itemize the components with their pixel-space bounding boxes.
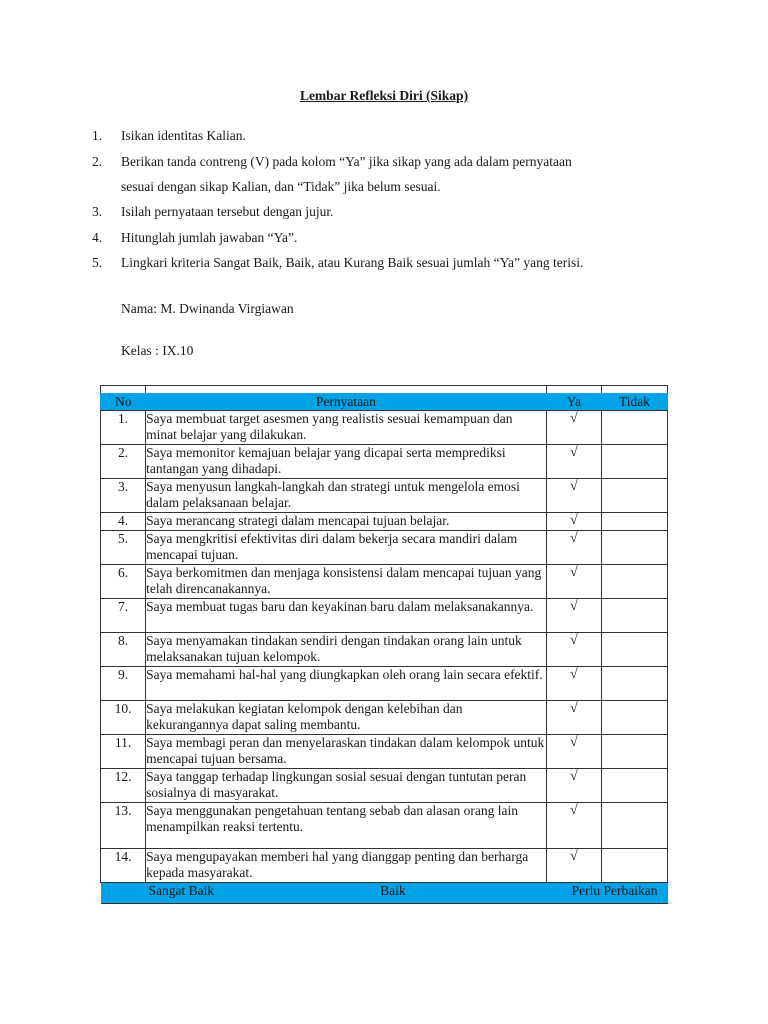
student-name: Nama: M. Dwinanda Virgiawan [121,301,294,316]
yes-cell[interactable]: √ [546,531,601,565]
table-row [101,531,668,565]
table-row [101,849,668,883]
yes-cell[interactable]: √ [546,803,601,849]
instruction-number: 4. [92,230,103,245]
yes-cell[interactable]: √ [546,735,601,769]
table-row [101,513,668,531]
document-title: Lembar Refleksi Diri (Sikap) [299,88,469,103]
header-no: No [101,393,146,411]
header-no-answer: Tidak [601,393,667,411]
no-cell[interactable] [601,599,667,633]
no-cell[interactable] [601,445,667,479]
row-number: 3. [101,479,146,513]
criteria-needs-improvement[interactable]: Perlu Perbaikan [571,883,658,898]
row-statement: Saya menyusun langkah-langkah dan strategi untuk mengelola emosi dalam pelaksanaan belajar. [146,479,547,513]
criteria-row [101,883,668,904]
table-row [101,479,668,513]
row-statement: Saya menyamakan tindakan sendiri dengan tindakan orang lain untuk melaksanakan tujuan kelompok. [146,633,547,667]
row-statement: Saya mengkritisi efektivitas diri dalam bekerja secara mandiri dalam mencapai tujuan. [146,531,547,565]
student-class: Kelas : IX.10 [121,343,194,358]
yes-cell[interactable]: √ [546,565,601,599]
yes-cell[interactable]: √ [546,849,601,883]
table-row [101,667,668,701]
row-statement: Saya membagi peran dan menyelaraskan tindakan dalam kelompok untuk mencapai tujuan bersama. [146,735,547,769]
reflection-table [100,385,668,904]
no-cell[interactable] [601,513,667,531]
row-statement: Saya merancang strategi dalam mencapai tujuan belajar. [146,513,547,531]
instruction-number: 3. [92,204,103,219]
row-number: 12. [101,769,146,803]
table-row [101,769,668,803]
table-row [101,599,668,633]
instruction-text: Berikan tanda contreng (V) pada kolom “Ya” jika sikap yang ada dalam pernyataan [121,154,572,169]
row-number: 14. [101,849,146,883]
row-statement: Saya menggunakan pengetahuan tentang sebab dan alasan orang lain menampilkan reaksi tertentu. [146,803,547,849]
row-number: 5. [101,531,146,565]
table-row [101,411,668,445]
table-row [101,565,668,599]
yes-cell[interactable]: √ [546,479,601,513]
no-cell[interactable] [601,479,667,513]
row-number: 1. [101,411,146,445]
row-statement: Saya melakukan kegiatan kelompok dengan kelebihan dan kekurangannya dapat saling membantu. [146,701,547,735]
table-row [101,701,668,735]
table-row [101,445,668,479]
instruction-text: Hitunglah jumlah jawaban “Ya”. [121,230,298,245]
no-cell[interactable] [601,803,667,849]
instruction-text: Isikan identitas Kalian. [121,128,246,143]
yes-cell[interactable]: √ [546,513,601,531]
instruction-text: Lingkari kriteria Sangat Baik, Baik, atau Kurang Baik sesuai jumlah “Ya” yang terisi. [121,255,584,270]
row-number: 4. [101,513,146,531]
row-number: 7. [101,599,146,633]
row-statement: Saya berkomitmen dan menjaga konsistensi dalam mencapai tujuan yang telah direncanakannya. [146,565,547,599]
table-row [101,803,668,849]
no-cell[interactable] [601,735,667,769]
no-cell[interactable] [601,411,667,445]
instruction-number: 2. [92,154,103,169]
header-statement: Pernyataan [146,393,547,411]
row-statement: Saya tanggap terhadap lingkungan sosial sesuai dengan tuntutan peran sosialnya di masyarakat. [146,769,547,803]
row-number: 9. [101,667,146,701]
row-number: 10. [101,701,146,735]
yes-cell[interactable]: √ [546,633,601,667]
yes-cell[interactable]: √ [546,701,601,735]
row-statement: Saya memahami hal-hal yang diungkapkan oleh orang lain secara efektif. [146,667,547,701]
yes-cell[interactable]: √ [546,411,601,445]
yes-cell[interactable]: √ [546,667,601,701]
table-row [101,633,668,667]
instruction-text: sesuai dengan sikap Kalian, dan “Tidak” jika belum sesuai. [121,179,441,194]
no-cell[interactable] [601,701,667,735]
no-cell[interactable] [601,667,667,701]
no-cell[interactable] [601,565,667,599]
row-number: 6. [101,565,146,599]
row-number: 8. [101,633,146,667]
instruction-number: 1. [92,128,103,143]
row-statement: Saya memonitor kemajuan belajar yang dicapai serta memprediksi tantangan yang dihadapi. [146,445,547,479]
yes-cell[interactable]: √ [546,445,601,479]
table-row [101,735,668,769]
row-statement: Saya membuat tugas baru dan keyakinan baru dalam melaksanakannya. [146,599,547,633]
table-header-row [101,393,668,411]
instruction-number: 5. [92,255,103,270]
criteria-options [101,883,668,899]
row-number: 2. [101,445,146,479]
table-top-spacer [101,386,668,394]
no-cell[interactable] [601,769,667,803]
no-cell[interactable] [601,849,667,883]
row-statement: Saya mengupayakan memberi hal yang dianggap penting dan berharga kepada masyarakat. [146,849,547,883]
no-cell[interactable] [601,531,667,565]
instruction-text: Isilah pernyataan tersebut dengan jujur. [121,204,334,219]
row-number: 11. [101,735,146,769]
yes-cell[interactable]: √ [546,769,601,803]
no-cell[interactable] [601,633,667,667]
row-statement: Saya membuat target asesmen yang realistis sesuai kemampuan dan minat belajar yang dilakukan. [146,411,547,445]
row-number: 13. [101,803,146,849]
criteria-very-good[interactable]: Sangat Baik [148,883,215,898]
yes-cell[interactable]: √ [546,599,601,633]
header-yes: Ya [546,393,601,411]
criteria-good[interactable]: Baik [380,883,406,898]
